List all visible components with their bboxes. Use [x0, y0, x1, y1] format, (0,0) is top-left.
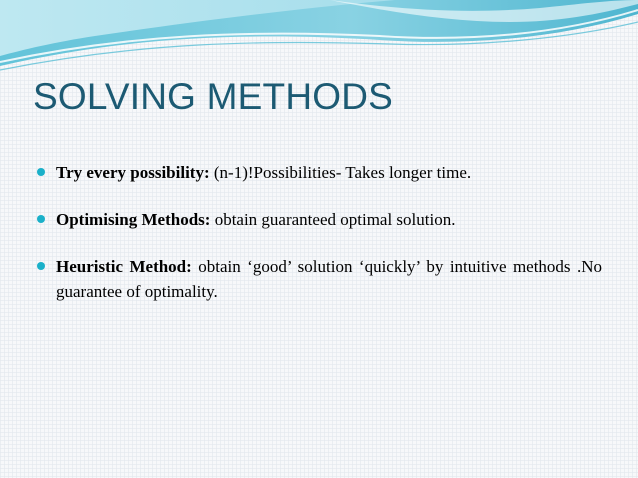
bullet-text: obtain guaranteed optimal solution.	[210, 210, 456, 229]
header-wave-decoration	[0, 0, 638, 80]
bullet-label: Optimising Methods:	[56, 210, 211, 229]
bullet-text: obtain ‘good’ solution ‘quickly’ by intuitive methods .No guarantee of optimality.	[56, 257, 603, 301]
bullet-item-try-every-possibility	[36, 160, 602, 185]
bullet-icon	[37, 168, 45, 176]
slide-title: SOLVING METHODS	[33, 76, 394, 117]
bullet-icon	[37, 215, 45, 223]
bullet-text: (n-1)!Possibilities- Takes longer time.	[209, 163, 472, 182]
bullet-item-heuristic-method	[36, 254, 602, 304]
bullet-label: Try every possibility:	[56, 163, 210, 182]
bullet-list	[36, 160, 602, 304]
bullet-icon	[37, 262, 45, 270]
bullet-label: Heuristic Method:	[56, 257, 192, 276]
bullet-item-optimising-methods	[36, 207, 602, 232]
